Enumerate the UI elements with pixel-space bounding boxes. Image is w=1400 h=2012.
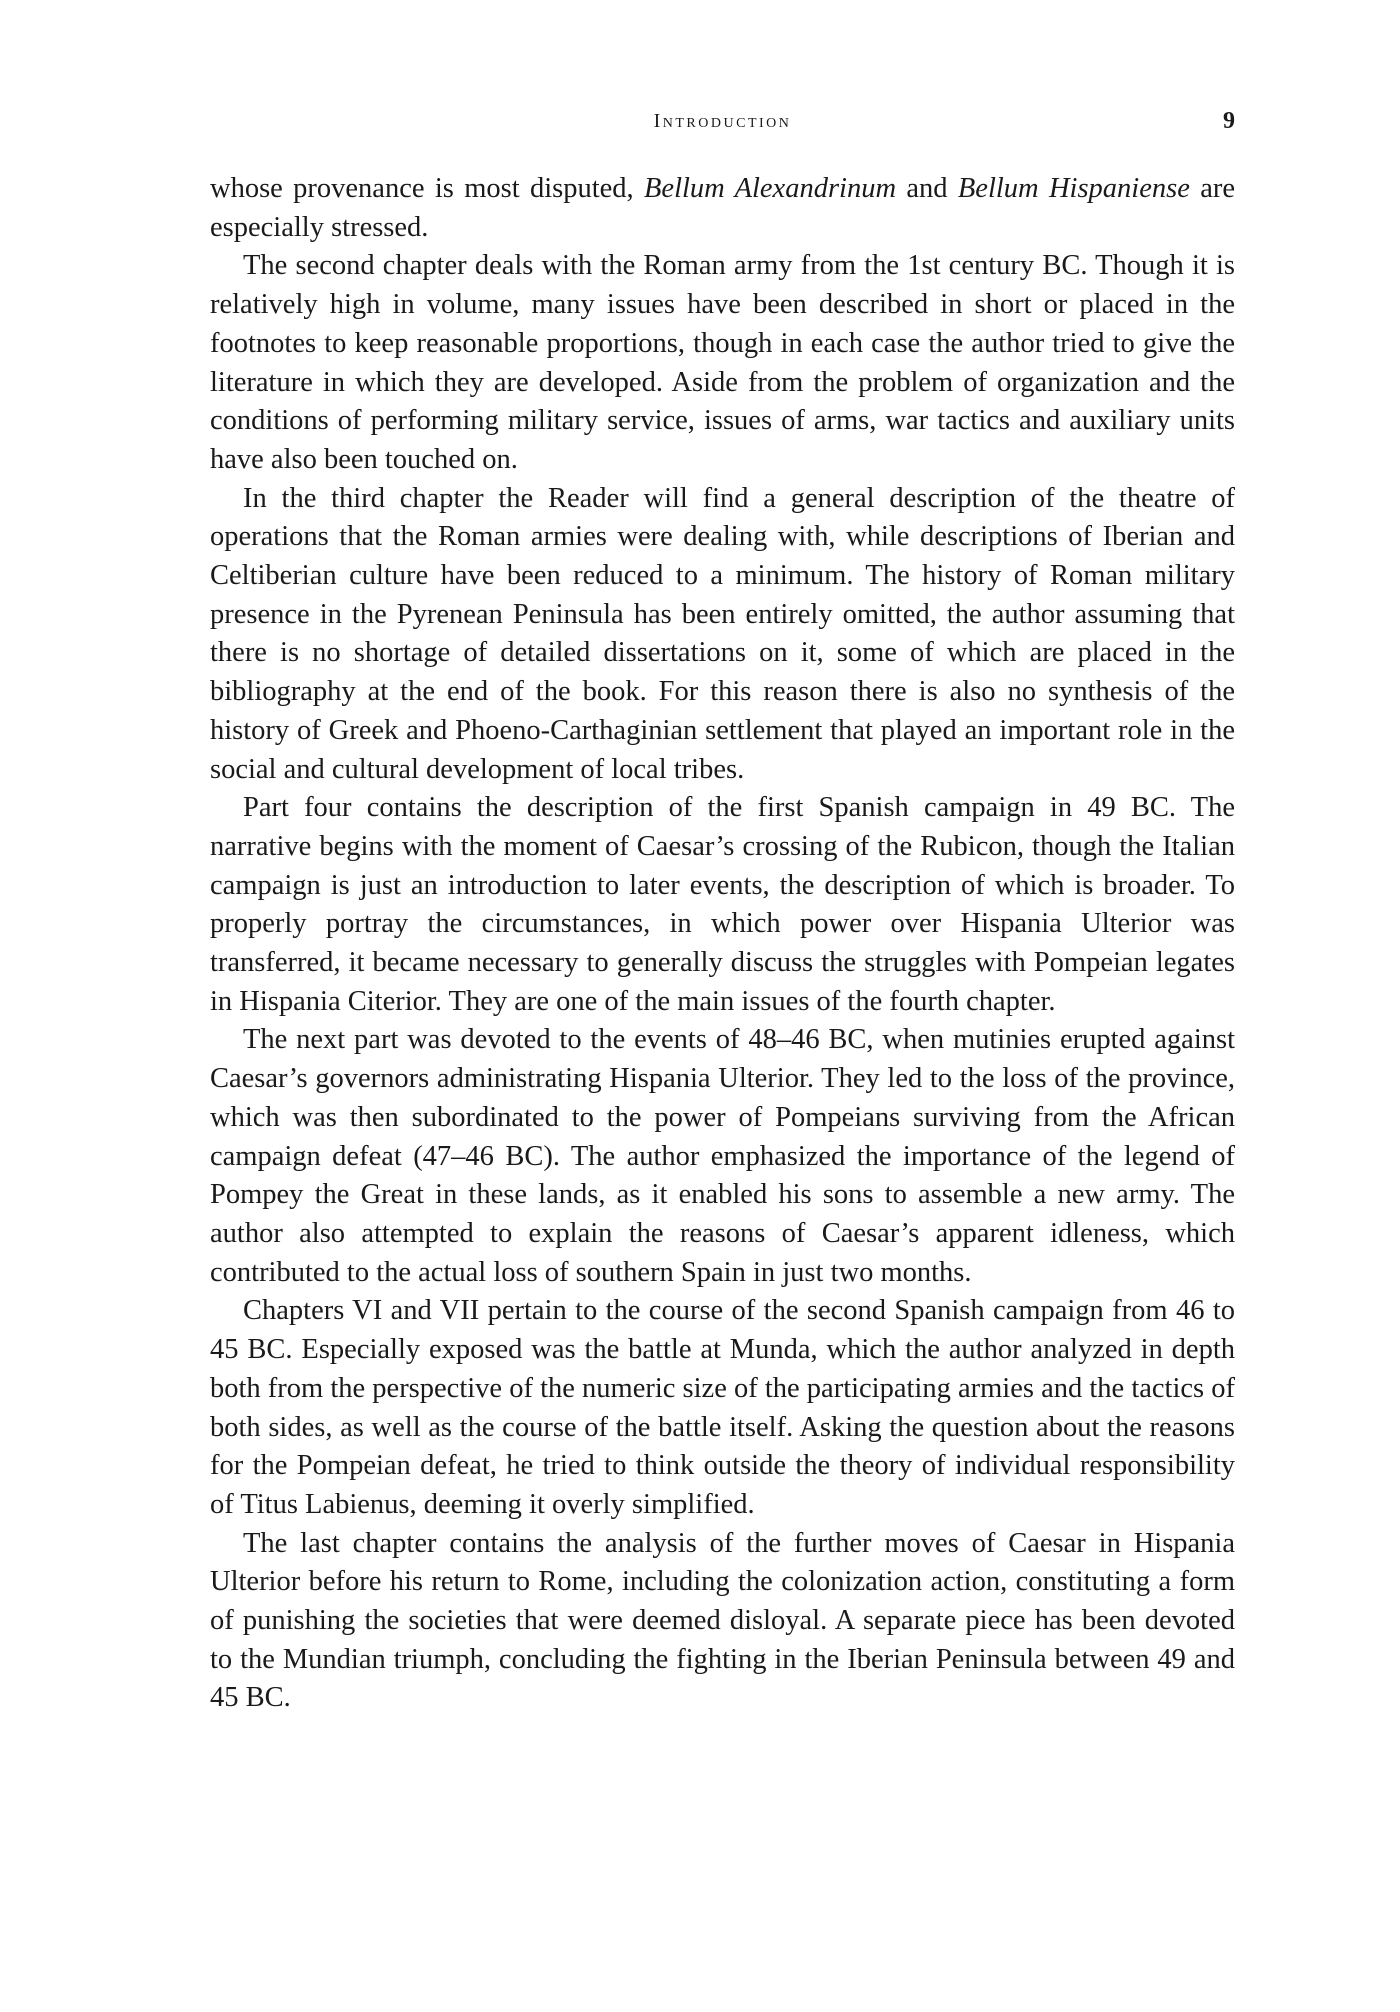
paragraph bbox=[210, 1292, 1235, 1524]
paragraph bbox=[210, 247, 1235, 479]
text-segment: are especially stressed. bbox=[210, 173, 1235, 243]
running-title: Introduction bbox=[653, 110, 792, 132]
paragraph bbox=[210, 1021, 1235, 1292]
book-title: Bellum Alexandrinum bbox=[644, 173, 897, 204]
text-segment: The last chapter contains the analysis of the further moves of Caesar in Hispania Ulterior before his return to Rome, including the colonization action, constituting a form of punishing the societies that were deemed disloyal. A separate piece has been devoted to the Mundian triumph, concluding the fighting in the Iberian Peninsula between 49 and 45 BC. bbox=[210, 1527, 1235, 1714]
text-segment: The next part was devoted to the events of 48–46 BC, when mutinies erupted against Caesar’s governors administrating Hispania Ulterior. They led to the loss of the province, which was then subordinated to the power of Pompeians surviving from the African campaign defeat (47–46 BC). The author emphasized the importance of the legend of Pompey the Great in these lands, as it enabled his sons to assemble a new army. The author also attempted to explain the reasons of Caesar’s apparent idleness, which contributed to the actual loss of southern Spain in just two months. bbox=[210, 1024, 1235, 1288]
paragraph bbox=[210, 170, 1235, 247]
text-segment: Chapters VI and VII pertain to the course of the second Spanish campaign from 46 to 45 BC. Especially exposed was the battle at Munda, which the author analyzed in depth both from the perspective of the numeric size of the participating armies and the tactics of both sides, as well as the course of the battle itself. Asking the question about the reasons for the Pompeian defeat, he tried to think outside the theory of individual responsibility of Titus Labienus, deeming it overly simplified. bbox=[210, 1295, 1235, 1520]
text-segment: and bbox=[896, 173, 958, 204]
body-text bbox=[210, 170, 1235, 1718]
text-segment: whose provenance is most disputed, bbox=[210, 173, 645, 204]
text-segment: In the third chapter the Reader will find a general description of the theatre of operations that the Roman armies were dealing with, while descriptions of Iberian and Celtiberian culture have been reduced to a minimum. The history of Roman military presence in the Pyrenean Peninsula has been entirely omitted, the author assuming that there is no shortage of detailed dissertations on it, some of which are placed in the bibliography at the end of the book. For this reason there is also no synthesis of the history of Greek and Phoeno-Carthaginian settlement that played an important role in the social and cultural development of local tribes. bbox=[210, 482, 1235, 785]
paragraph bbox=[210, 789, 1235, 1021]
paragraph bbox=[210, 480, 1235, 790]
text-segment: Part four contains the description of the first Spanish campaign in 49 BC. The narrative begins with the moment of Caesar’s crossing of the Rubicon, though the Italian campaign is just an introduction to later events, the description of which is broader. To properly portray the circumstances, in which power over Hispania Ulterior was transferred, it became necessary to generally discuss the struggles with Pompeian legates in Hispania Citerior. They are one of the main issues of the fourth chapter. bbox=[210, 792, 1235, 1017]
paragraph bbox=[210, 1525, 1235, 1719]
page-number: 9 bbox=[1223, 108, 1235, 134]
book-title: Bellum Hispaniense bbox=[957, 173, 1190, 204]
text-segment: The second chapter deals with the Roman army from the 1st century BC. Though it is relatively high in volume, many issues have been described in short or placed in the footnotes to keep reasonable proportions, though in each case the author tried to give the literature in which they are developed. Aside from the problem of organization and the conditions of performing military service, issues of arms, war tactics and auxiliary units have also been touched on. bbox=[210, 250, 1235, 475]
running-head bbox=[210, 104, 1235, 138]
